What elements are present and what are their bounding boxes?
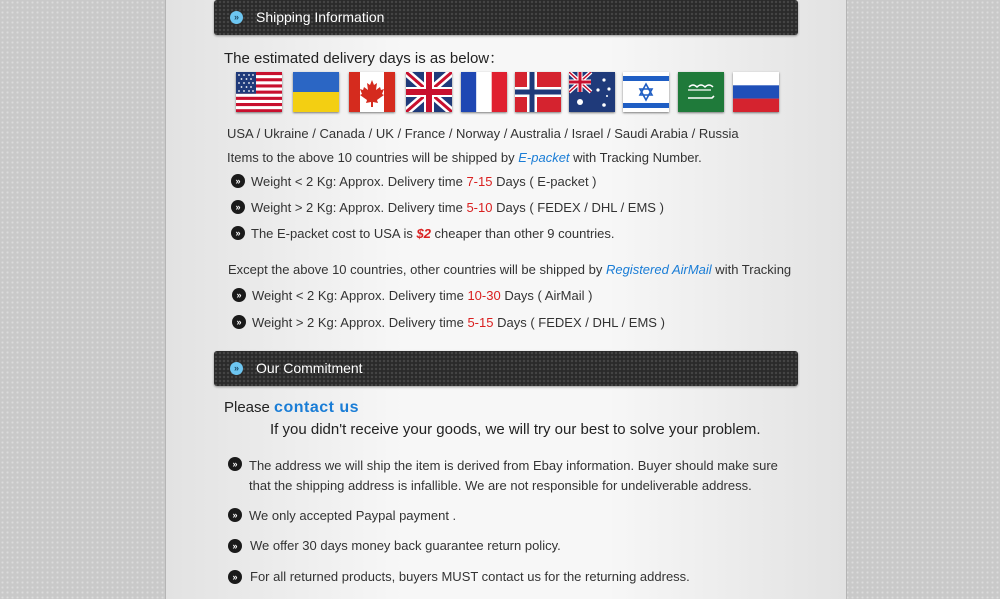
double-chevron-right-icon: » [231,226,245,240]
epacket-weight-over-2kg [251,200,664,215]
commitment-header [214,351,798,386]
delivery-intro: The estimated delivery days is as below： [224,50,505,67]
epacket-line [227,150,702,165]
double-chevron-right-icon: » [232,288,246,302]
double-chevron-right-icon: » [231,174,245,188]
b1-pre: Weight < 2 Kg: Approx. Delivery time [251,174,467,189]
contact-us-link[interactable]: contact us [274,399,360,416]
please-contact-line [224,399,359,417]
return-address-policy: For all returned products, buyers MUST contact us for the returning address. [250,569,690,584]
airmail-weight-under-2kg [252,288,592,303]
double-chevron-right-icon: » [230,362,243,375]
double-chevron-right-icon: » [228,457,242,471]
please-text: Please [224,399,275,416]
saudi-arabia-flag [678,72,724,112]
countries-list: USA / Ukraine / Canada / UK / France / Norway / Australia / Israel / Saudi Arabia / Russia [227,126,739,141]
epacket-link[interactable]: E-packet [518,150,570,165]
b3-price: $2 [416,226,431,241]
b2-days: 5-10 [466,200,493,215]
epacket-pre: Items to the above 10 countries will be shipped by [227,150,519,165]
b4-days: 10-30 [467,288,501,303]
israel-flag [623,72,669,112]
b1-post: Days ( E-packet ) [492,174,597,189]
return-policy: We offer 30 days money back guarantee return policy. [250,538,561,553]
promise-text: If you didn't receive your goods, we will try our best to solve your problem. [270,421,761,438]
except-pre: Except the above 10 countries, other countries will be shipped by [228,262,606,277]
commitment-header-title: Our Commitment [256,360,363,376]
except-post: with Tracking [711,262,792,277]
epacket-post: with Tracking Number. [569,150,702,165]
france-flag [461,72,507,112]
norway-flag [515,72,561,112]
b5-pre: Weight > 2 Kg: Approx. Delivery time [252,315,468,330]
double-chevron-right-icon: » [232,315,246,329]
paypal-policy: We only accepted Paypal payment . [249,508,457,523]
airmail-line [228,262,791,277]
double-chevron-right-icon: » [228,539,242,553]
b4-pre: Weight < 2 Kg: Approx. Delivery time [252,288,468,303]
b3-post: cheaper than other 9 countries. [430,226,615,241]
double-chevron-right-icon: » [230,11,243,24]
double-chevron-right-icon: » [228,570,242,584]
airmail-link[interactable]: Registered AirMail [605,262,712,277]
uk-flag [406,72,452,112]
ukraine-flag [293,72,339,112]
b2-post: Days ( FEDEX / DHL / EMS ) [492,200,664,215]
b4-post: Days ( AirMail ) [500,288,593,303]
b2-pre: Weight > 2 Kg: Approx. Delivery time [251,200,467,215]
epacket-weight-under-2kg [251,174,597,189]
address-policy [249,456,778,496]
canada-flag [349,72,395,112]
address-policy-line2: that the shipping address is infallible. We are not responsible for undeliverable address. [249,478,752,493]
epacket-usa-cost [251,226,615,241]
double-chevron-right-icon: » [231,200,245,214]
country-flags [236,72,781,114]
russia-flag [733,72,779,112]
usa-flag [236,72,282,112]
b5-post: Days ( FEDEX / DHL / EMS ) [493,315,665,330]
shipping-header [214,0,798,35]
b5-days: 5-15 [467,315,494,330]
double-chevron-right-icon: » [228,508,242,522]
australia-flag [569,72,615,112]
b3-pre: The E-packet cost to USA is [251,226,417,241]
b1-days: 7-15 [466,174,493,189]
address-policy-line1: The address we will ship the item is derived from Ebay information. Buyer should make sure [249,458,778,473]
airmail-weight-over-2kg [252,315,665,330]
shipping-header-title: Shipping Information [256,9,385,25]
